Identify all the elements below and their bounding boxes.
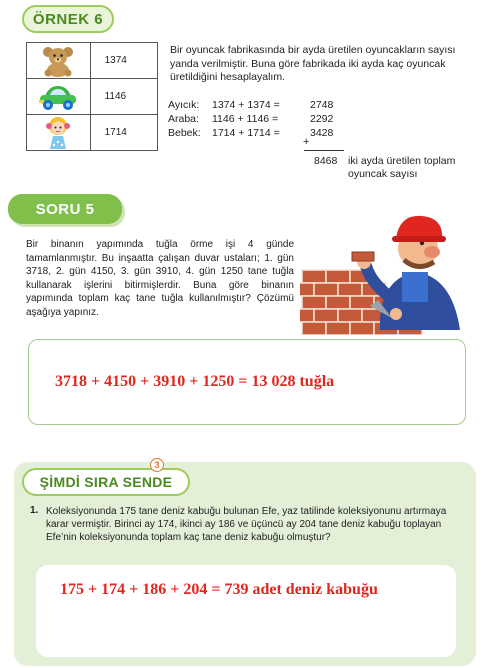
toy-table: [26, 42, 158, 151]
calc-label: Ayıcık:: [168, 99, 200, 111]
calc-row-doll: [168, 127, 368, 139]
table-row: [27, 79, 158, 115]
practice-circle-number: 3: [150, 458, 164, 472]
doll-cell: [27, 115, 91, 151]
calc-row-car: [168, 113, 368, 125]
toy-car-icon: [37, 82, 79, 112]
calc-expression: 1374 + 1374 =: [212, 99, 280, 111]
teddy-bear-cell: [27, 43, 91, 79]
total-value: 8468: [314, 155, 338, 167]
practice-item-number: 1.: [30, 505, 39, 516]
calc-expression: 1146 + 1146 =: [212, 113, 279, 125]
calc-label: Bebek:: [168, 127, 201, 139]
example-description: Bir oyuncak fabrikasında bir ayda üretilen oyuncakların sayısı yanda verilmiştir. Buna göre fabrikada iki ayda kaç oyuncak üretildiğini hesaplayalım.: [170, 44, 456, 83]
calc-label: Araba:: [168, 113, 199, 125]
calc-expression: 1714 + 1714 =: [212, 127, 280, 139]
practice-text: Koleksiyonunda 175 tane deniz kabuğu bulunan Efe, yaz tatilinde koleksiyonunu artırmaya karar vermiştir. Birinci ay 174, ikinci ay 186 ve üçüncü ay 204 tane deniz kabuğu toplayan Efe’nin koleksiyonunda toplam kaç tane deniz kabuğu olmuştur?: [46, 506, 447, 543]
calc-result: 2292: [310, 113, 334, 125]
bricklayer-illustration: [300, 210, 470, 335]
answer-box-practice[interactable]: [36, 565, 456, 657]
table-row: [27, 43, 158, 79]
sum-line: [304, 150, 344, 151]
doll-icon: [41, 116, 75, 150]
example-badge: ÖRNEK 6: [22, 5, 114, 33]
doll-count: 1714: [90, 115, 157, 151]
teddy-bear-icon: [39, 45, 77, 77]
question-text: Bir binanın yapımında tuğla örme işi 4 günde tamamlanmıştır. Bu inşaatta çalışan duvar ustaları; 1. gün 3718, 2. gün 4150, 3. gün 3910, 4. gün 1250 tane tuğla kullanarak işlerini bitirmişlerdir. Buna göre binanın yapımında toplam kaç tane tuğla kullanılmıştır? Çözümü aşağıya yapınız.: [26, 239, 294, 318]
plus-sign: +: [303, 136, 310, 148]
answer-box-question[interactable]: [28, 339, 466, 425]
calc-row-teddy: [168, 99, 368, 111]
calc-result: 2748: [310, 99, 334, 111]
total-description: iki ayda üretilen toplam oyuncak sayısı: [348, 155, 456, 180]
teddy-bear-count: 1374: [90, 43, 157, 79]
table-row: [27, 115, 158, 151]
calc-result: 3428: [310, 127, 334, 139]
practice-title: ŞİMDİ SIRA SENDE: [22, 468, 190, 496]
question-answer: 3718 + 4150 + 3910 + 1250 = 13 028 tuğla: [55, 373, 335, 390]
question-badge: SORU 5: [8, 194, 122, 224]
toy-car-cell: [27, 79, 91, 115]
toy-car-count: 1146: [90, 79, 157, 115]
practice-answer: 175 + 174 + 186 + 204 = 739 adet deniz kabuğu: [60, 581, 378, 598]
